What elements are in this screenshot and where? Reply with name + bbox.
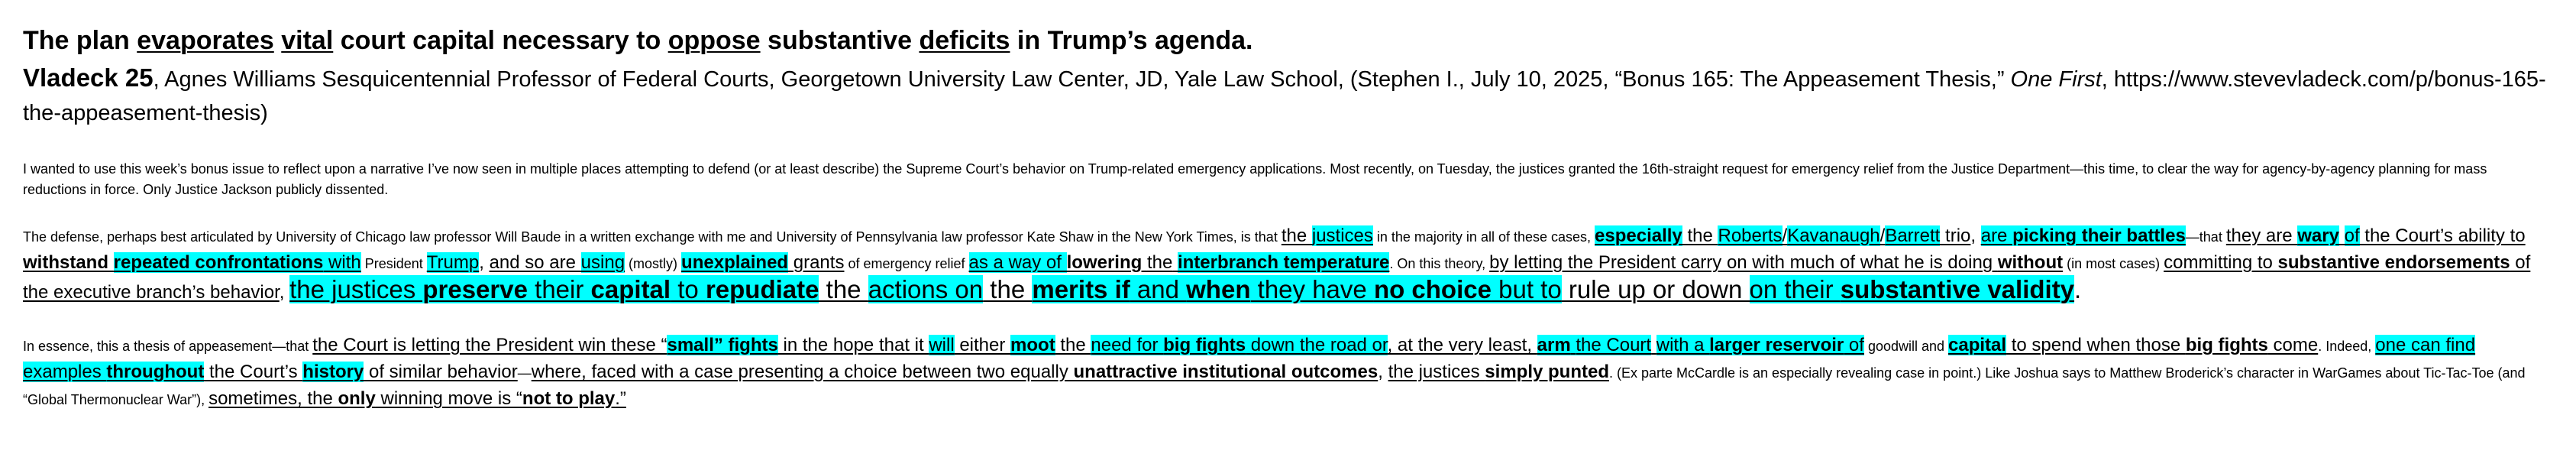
- evidence-text: the: [1055, 335, 1091, 355]
- evidence-text: I wanted to use this week’s bonus issue to reflect upon a narrative I’ve now seen in multiple places attempting to defend (or at least describe) the Supreme Court’s behavior on Trump-related emergency applications. Most recently, on Tuesday, the justices granted the 16th-straight request for emergency relief from the Justice Department—this time, to clear the way for agency-by-agency planning for mass reductions in force. Only Justice Jackson publicly dissented.: [23, 161, 2487, 197]
- cite-details: , Agnes Williams Sesquicentennial Professor of Federal Courts, Georgetown University Law Center, JD, Yale Law School, (Stephen I., July 10, 2025, “Bonus 165: The Appeasement Thesis,”: [153, 67, 2011, 92]
- evidence-text: .”: [615, 388, 626, 409]
- evidence-text: of emergency relief: [844, 256, 969, 271]
- evidence-text: the: [819, 275, 868, 303]
- tag-text: substantive: [760, 26, 920, 55]
- evidence-text: winning move is “: [375, 388, 522, 409]
- evidence-text: trio: [1940, 225, 1971, 246]
- evidence-text: where, faced with a case presenting a choice between two equally: [531, 362, 1074, 382]
- evidence-text: —: [517, 365, 532, 381]
- evidence-text: —that: [2185, 229, 2226, 245]
- evidence-text: using: [580, 252, 625, 273]
- evidence-text: picking their battles: [2012, 225, 2186, 246]
- evidence-paragraph-1: [23, 159, 2547, 200]
- evidence-text: not to play: [522, 388, 616, 409]
- evidence-text: Roberts: [1718, 225, 1783, 246]
- evidence-text: small” fights: [667, 335, 778, 355]
- evidence-text: only: [338, 388, 376, 409]
- evidence-text: , at the very least,: [1387, 335, 1537, 355]
- citation: [23, 61, 2547, 130]
- evidence-text: when: [1186, 275, 1251, 303]
- evidence-text: substantive validity: [1840, 275, 2075, 303]
- evidence-text: (in most cases): [2063, 256, 2164, 271]
- evidence-text: in the hope that it: [777, 335, 929, 355]
- evidence-text: preserve: [422, 275, 528, 303]
- evidence-text: (mostly): [625, 256, 682, 271]
- evidence-text: the: [1682, 225, 1718, 246]
- evidence-text: throughout: [106, 362, 205, 382]
- evidence-text: [1651, 335, 1656, 355]
- evidence-text: rule up or down: [1561, 275, 1750, 303]
- evidence-text: need for: [1091, 335, 1164, 355]
- evidence-text: . Indeed,: [2318, 339, 2376, 354]
- evidence-text: [108, 252, 114, 273]
- tag-text: court capital necessary to: [333, 26, 668, 55]
- evidence-text: the Court: [1576, 335, 1652, 355]
- evidence-text: Trump: [426, 252, 480, 273]
- evidence-text: and so are: [489, 252, 581, 273]
- evidence-text: substantive endorsements: [2277, 252, 2510, 273]
- evidence-text: committing to: [2164, 252, 2278, 273]
- evidence-text: especially: [1595, 225, 1682, 246]
- evidence-text: with a: [1656, 335, 1710, 355]
- evidence-text: /: [1879, 225, 1886, 246]
- evidence-text: capital: [1948, 335, 2007, 355]
- evidence-text: .: [2074, 275, 2082, 303]
- evidence-paragraph-3: [23, 332, 2547, 413]
- evidence-text: [1172, 252, 1178, 273]
- evidence-text: unexplained: [681, 252, 789, 273]
- evidence-text: with: [328, 252, 361, 273]
- evidence-text: of: [1844, 335, 1864, 355]
- evidence-text: justices: [1311, 225, 1373, 246]
- evidence-text: . On this theory,: [1389, 256, 1490, 271]
- evidence-text: In essence, this a thesis of appeasement—that: [23, 339, 313, 354]
- evidence-text: as a way of: [968, 252, 1067, 273]
- evidence-text: the: [1281, 225, 1312, 246]
- evidence-text: big fights: [2185, 335, 2268, 355]
- evidence-text: lowering: [1066, 252, 1143, 273]
- evidence-text: the Court is letting the President win these “: [312, 335, 667, 355]
- evidence-text: history: [302, 362, 364, 382]
- evidence-text: ,: [279, 282, 290, 303]
- cite-author: Vladeck 25: [23, 63, 154, 92]
- evidence-text: one can find examples: [23, 335, 2476, 382]
- evidence-text: arm: [1537, 335, 1571, 355]
- tag-text: oppose: [667, 26, 761, 55]
- tag-text: The plan: [23, 26, 137, 55]
- evidence-text: [1142, 252, 1147, 273]
- evidence-text: ,: [1970, 225, 1981, 246]
- tag-text: in Trump’s agenda.: [1010, 26, 1253, 55]
- evidence-text: of the executive branch’s behavior: [23, 252, 2531, 303]
- evidence-text: Kavanaugh: [1787, 225, 1880, 246]
- evidence-text: /: [1782, 225, 1788, 246]
- evidence-text: are: [1980, 225, 2013, 246]
- evidence-paragraph-2: [23, 223, 2547, 306]
- evidence-text: actions on: [868, 275, 984, 303]
- evidence-text: big fights: [1163, 335, 1246, 355]
- evidence-text: unattractive institutional outcomes: [1073, 362, 1378, 382]
- evidence-text: interbranch temperature: [1177, 252, 1390, 273]
- evidence-text: but to: [1491, 275, 1562, 303]
- evidence-text: to spend when those: [2006, 335, 2186, 355]
- evidence-text: the justices: [289, 275, 423, 303]
- evidence-text: [2339, 225, 2345, 246]
- evidence-text: without: [1997, 252, 2064, 273]
- evidence-text: the justices: [1388, 362, 1485, 382]
- evidence-text: the Court’s: [204, 362, 303, 382]
- evidence-text: come: [2267, 335, 2319, 355]
- evidence-text: grants: [788, 252, 845, 273]
- tag-text: evaporates: [137, 26, 274, 55]
- evidence-text: on their: [1749, 275, 1841, 303]
- evidence-text: sometimes, the: [208, 388, 338, 409]
- evidence-text: repeated confrontations: [113, 252, 324, 273]
- tag-text: [274, 26, 281, 55]
- evidence-text: the: [1146, 252, 1173, 273]
- evidence-text: by letting the President carry on with much of what he is doing: [1489, 252, 1998, 273]
- evidence-text: Barrett: [1885, 225, 1941, 246]
- evidence-text: of: [2344, 225, 2360, 246]
- tag-text: vital: [281, 26, 334, 55]
- card: [23, 23, 2547, 413]
- cite-url: , https://www.stevevladeck.com/p/bonus-165-the-appeasement-thesis): [23, 67, 2546, 125]
- evidence-text: ,: [479, 252, 490, 273]
- evidence-text: President: [360, 256, 427, 271]
- evidence-text: the Court’s ability to: [2359, 225, 2526, 246]
- tag-text: deficits: [919, 26, 1010, 55]
- evidence-text: The defense, perhaps best articulated by University of Chicago law professor Will Baude in a written exchange with me and University of Pennsylvania law professor Kate Shaw in the New York Times, is that: [23, 229, 1282, 245]
- evidence-text: they have: [1250, 275, 1374, 303]
- evidence-text: will: [929, 335, 955, 355]
- evidence-text: in the majority in all of these cases,: [1372, 229, 1595, 245]
- cite-publication: One First: [2010, 67, 2102, 92]
- evidence-text: down the road or: [1246, 335, 1388, 355]
- evidence-text: simply punted: [1485, 362, 1609, 382]
- evidence-text: they are: [2225, 225, 2298, 246]
- evidence-text: the: [983, 275, 1033, 303]
- evidence-text: withstand: [23, 252, 108, 273]
- evidence-text: and: [1130, 275, 1187, 303]
- evidence-text: of similar behavior: [364, 362, 518, 382]
- evidence-text: larger reservoir: [1709, 335, 1844, 355]
- evidence-text: wary: [2297, 225, 2339, 246]
- evidence-text: ,: [1378, 362, 1388, 382]
- evidence-text: their: [527, 275, 591, 303]
- evidence-text: . (Ex parte McCardle is an especially revealing case in point.) Like Joshua says to Matthew Broderick’s character in WarGames about Tic-Tac-Toe (and “Global Thermonuclear War”),: [23, 365, 2526, 407]
- card-tag: [23, 23, 2547, 58]
- evidence-text: goodwill and: [1863, 339, 1949, 354]
- evidence-text: moot: [1010, 335, 1055, 355]
- evidence-text: capital: [590, 275, 671, 303]
- evidence-text: repudiate: [705, 275, 819, 303]
- evidence-text: to: [671, 275, 706, 303]
- evidence-text: merits if: [1032, 275, 1130, 303]
- evidence-text: no choice: [1373, 275, 1492, 303]
- evidence-text: either: [954, 335, 1011, 355]
